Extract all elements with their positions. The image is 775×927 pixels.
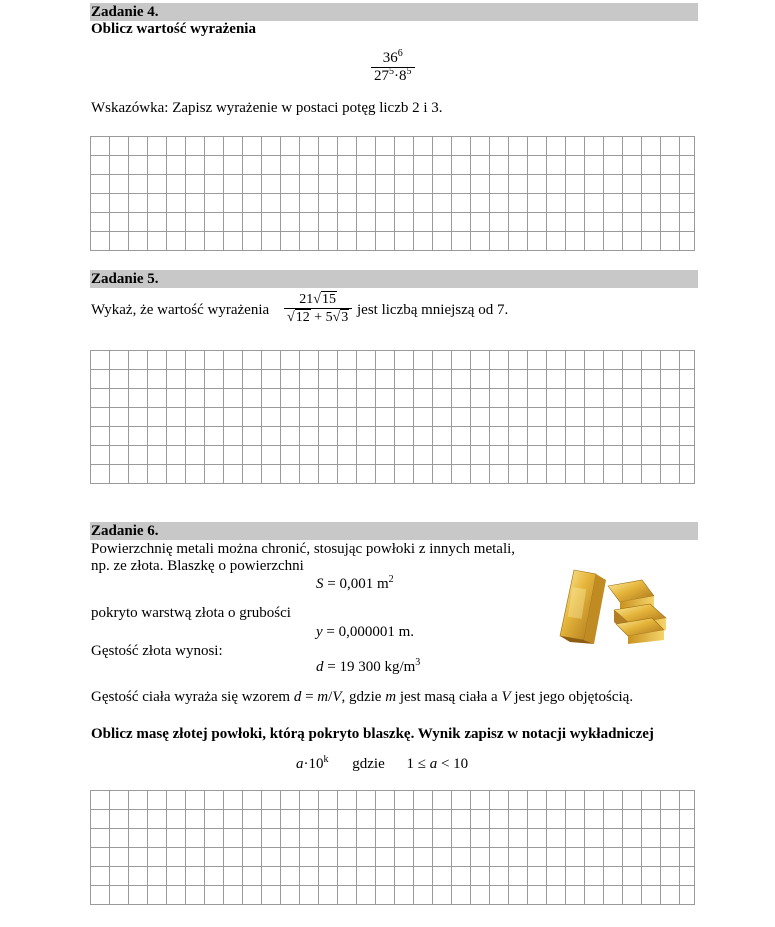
gold-bars-image [556, 568, 670, 644]
task6-header: Zadanie 6. [90, 522, 698, 540]
task6-line2: np. ze złota. Blaszkę o powierzchni [91, 558, 304, 574]
task4-numerator: $36^6$ [371, 50, 415, 68]
task6-notation: $a\cdot 10^k$ gdzie 1 ≤ a < 10 [296, 754, 469, 772]
task5-text-after: jest liczbą mniejszą od 7. [357, 302, 509, 318]
task4-instruction: Oblicz wartość wyrażenia [91, 21, 256, 37]
task5-answer-grid[interactable] [90, 350, 695, 484]
task5-header: Zadanie 5. [90, 270, 698, 288]
task6-formula-s: S = 0,001 $m^2$ [316, 574, 394, 592]
task4-header: Zadanie 4. [90, 3, 698, 21]
task5-fraction [284, 291, 352, 326]
task6-line3: pokryto warstwą złota o grubości [91, 605, 291, 621]
task5-denominator: √12 + 5√3 [287, 310, 349, 325]
task4-denominator: $27^5\cdot 8^5$ [374, 66, 412, 84]
task4-answer-grid[interactable] [90, 136, 695, 251]
task6-answer-grid[interactable] [90, 790, 695, 905]
task4-fraction [371, 50, 415, 85]
task6-line1: Powierzchnię metali można chronić, stosując powłoki z innych metali, [91, 541, 516, 557]
task6-line4: Gęstość złota wynosi: [91, 643, 223, 659]
task6-formula-d: d = 19 300 $kg/m^3$ [316, 657, 421, 675]
task5-text-before: Wykaż, że wartość wyrażenia [91, 302, 270, 318]
task6-density-formula: Gęstość ciała wyraża się wzorem d = m/V, gdzie m jest masą ciała a V jest jego objętością. [91, 689, 634, 705]
task6-formula-y: y = 0,000001 m. [316, 624, 415, 640]
task5-numerator: 21√15 [284, 291, 352, 309]
task4-hint: Wskazówka: Zapisz wyrażenie w postaci potęg liczb 2 i 3. [91, 100, 443, 116]
task6-question: Oblicz masę złotej powłoki, którą pokryto blaszkę. Wynik zapisz w notacji wykładniczej [91, 726, 654, 742]
